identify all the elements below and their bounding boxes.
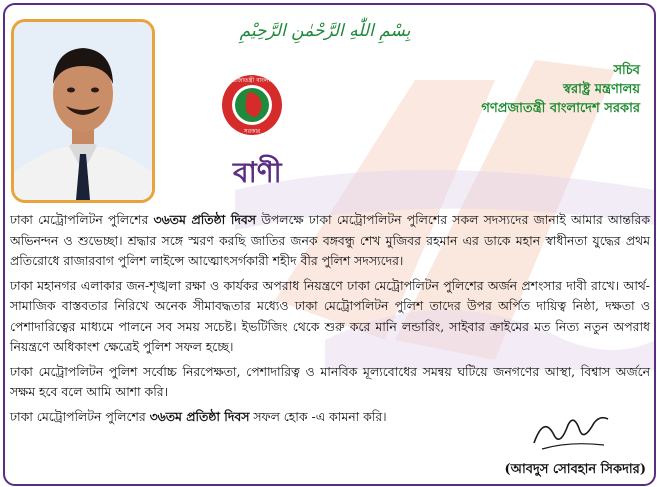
bismillah-calligraphy: بِسْمِ اللّٰهِ الرَّحْمٰنِ الرَّحِیْمِ [239,21,411,41]
emblem-text-top: গণপ্রজাতন্ত্রী বাংলাদেশ [224,77,280,84]
foundation-day-highlight: ৩৬তম প্রতিষ্ঠা দিবস [149,408,250,424]
message-body [10,210,650,431]
paragraph-3: ঢাকা মেট্রোপলিটন পুলিশ সর্বোচ্চ নিরপেক্ষতা, পেশাদারিত্ব ও মানবিক মূল্যবোধের সমন্বয় ঘটিয়ে জনগণের আস্থা, বিশ্বাস অর্জনে সক্ষম হবে বলে আমি আশা করি। [10,363,650,399]
foundation-day-highlight: ৩৬তম প্রতিষ্ঠা দিবস [153,212,256,227]
page-title: বাণী [233,156,282,189]
sender-ministry: স্বরাষ্ট্র মন্ত্রণালয় [563,82,640,97]
signature-image [524,405,614,455]
paragraph-1 [10,210,650,272]
paragraph-1-text-a: ঢাকা মেট্রোপলিটন পুলিশের [10,212,154,227]
portrait-photo [11,19,155,203]
sender-title: সচিব [613,63,640,78]
message-card [3,3,656,486]
paragraph-4-text-c: সফল হোক -এ কামনা করি। [249,408,387,424]
signatory-name: (আবদুস সোবহান সিকদার) [504,462,646,477]
sender-block [481,61,640,118]
emblem-text-bottom: সরকার [243,128,261,135]
government-emblem-icon [220,71,284,139]
paragraph-4-text-a: ঢাকা মেট্রোপলিটন পুলিশের [10,408,150,424]
sender-government: গণপ্রজাতন্ত্রী বাংলাদেশ সরকার [481,101,640,116]
paragraph-2: ঢাকা মহানগর এলাকার জন-শৃঙ্খলা রক্ষা ও কার্যকর অপরাধ নিয়ন্ত্রণে ঢাকা মেট্রোপলিটন পুলিশের অর্জন প্রশংসার দাবী রাখে। আর্থ-সামাজিক বাস্তবতার নিরিখে অনেক সীমাবদ্ধতার মধ্যেও ঢাকা মেট্রোপলিটন পুলিশ তাদের উপর অর্পিত দায়িত্ব নিষ্ঠা, দক্ষতা ও পেশাদারিত্বের মাধ্যমে পালনে সব সময় সচেষ্ট। ইভটিজিং থেকে শুরু করে মানি লন্ডারিং, সাইবার ক্রাইমের মত নিত্য নতুন অপরাধ নিয়ন্ত্রণে অধিকাংশ ক্ষেত্রেই পুলিশ সফল হচ্ছে। [10,277,650,354]
paragraph-1-text-c: উপলক্ষে ঢাকা মেট্রোপলিটন পুলিশের সকল সদস্যদের জানাই আমার আন্তরিক অভিনন্দন ও শুভেচ্ছা। শ্রদ্ধার সঙ্গে স্মরণ করছি জাতির জনক বঙ্গবন্ধু শেখ মুজিবর রহমান এর ডাকে মহান স্বাধীনতা যুদ্ধের প্রথম প্রতিরোধে রাজারবাগ পুলিশ লাইন্সে আত্মোৎসর্গকারী শহীদ বীর পুলিশ সদস্যদের। [10,212,650,268]
